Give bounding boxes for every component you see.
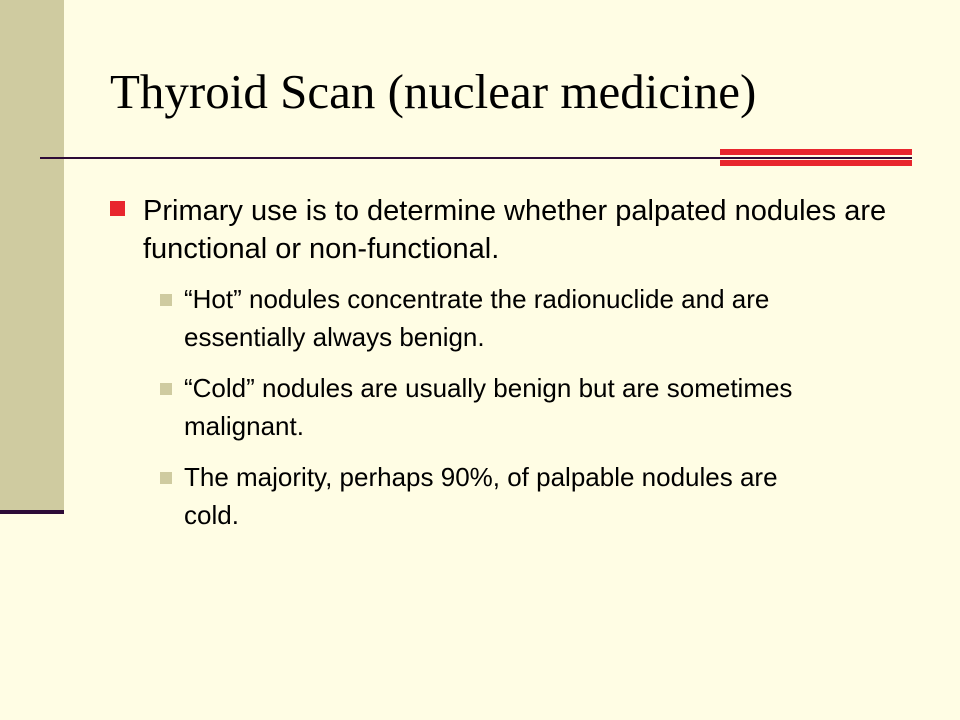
sub-bullet-hot-nodules [110, 280, 824, 356]
sub-bullet-text: The majority, perhaps 90%, of palpable nodules are cold. [184, 462, 778, 530]
square-bullet-icon [160, 294, 172, 306]
sub-bullet-cold-nodules [110, 369, 824, 445]
sub-bullet-text: “Cold” nodules are usually benign but are sometimes malignant. [184, 373, 793, 441]
side-bar-underline [0, 510, 64, 514]
bullet-text: Primary use is to determine whether palpated nodules are functional or non-functional. [143, 195, 887, 265]
square-bullet-icon [160, 383, 172, 395]
slide-body [110, 192, 910, 547]
square-bullet-icon [160, 472, 172, 484]
title-accent-bar-bottom [720, 160, 912, 166]
title-accent-bar-top [720, 149, 912, 155]
title-divider-line [40, 157, 912, 159]
sub-bullet-text: “Hot” nodules concentrate the radionuclide and are essentially always benign. [184, 284, 770, 352]
slide-title: Thyroid Scan (nuclear medicine) [110, 64, 757, 119]
bullet-primary-use [110, 192, 910, 268]
square-bullet-icon [110, 201, 125, 216]
sub-bullet-list [110, 280, 910, 534]
sub-bullet-majority-cold [110, 458, 824, 534]
side-bar-decoration [0, 0, 64, 511]
